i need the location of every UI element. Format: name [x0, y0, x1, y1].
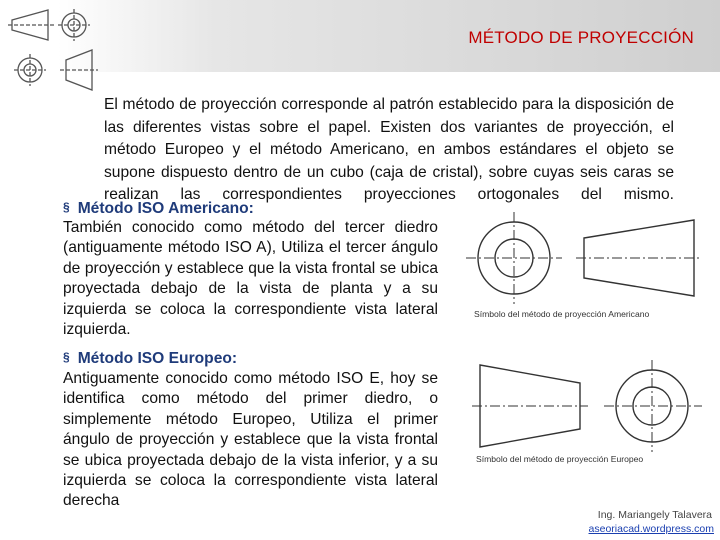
projection-symbols-logo-icon — [8, 6, 104, 98]
american-method-symbol-figure — [466, 208, 706, 323]
heading-europeo: Método ISO Europeo: — [77, 350, 238, 367]
caption-americano: Símbolo del método de proyección Americano — [474, 309, 650, 319]
bullet-europeo — [63, 347, 237, 369]
paragraph-americano: También conocido como método del tercer diedro (antiguamente método ISO A), Utiliza el tercer ángulo de proyección y establece que la vista frontal se ubica proyectada debajo de la vista de planta y a su izquierda se coloca la correspondiente vista lateral izquierda. — [63, 219, 438, 339]
bullet-americano — [63, 197, 254, 219]
european-method-symbol-figure — [470, 355, 710, 467]
bullet-mark: § — [63, 200, 70, 214]
slide-title: MÉTODO DE PROYECCIÓN — [468, 28, 694, 47]
website-link[interactable]: aseoriacad.wordpress.com — [588, 523, 714, 535]
heading-americano: Método ISO Americano: — [77, 200, 254, 217]
bullet-mark: § — [63, 350, 70, 364]
paragraph-europeo: Antiguamente conocido como método ISO E, hoy se identifica como método del primer diedro, o simplemente método Europeo, Utiliza el primer ángulo de proyección y establece que la vista frontal se ubica proyectada debajo de la vista inferior, y a su izquierda se coloca la correspondiente vista lateral derecha — [63, 370, 438, 510]
author-credit: Ing. Mariangely Talavera — [597, 509, 712, 521]
intro-paragraph: El método de proyección corresponde al patrón establecido para la disposición de las diferentes vistas sobre el papel. Existen dos variantes de proyección, el método Europeo y el método Americano, en ambos estándares el objeto se supone dispuesto dentro de un cubo (caja de cristal), sobre cuyas seis caras se realizan las correspondientes proyecciones ortogonales del mismo. — [104, 96, 674, 204]
caption-europeo: Símbolo del método de proyección Europeo — [476, 454, 644, 464]
